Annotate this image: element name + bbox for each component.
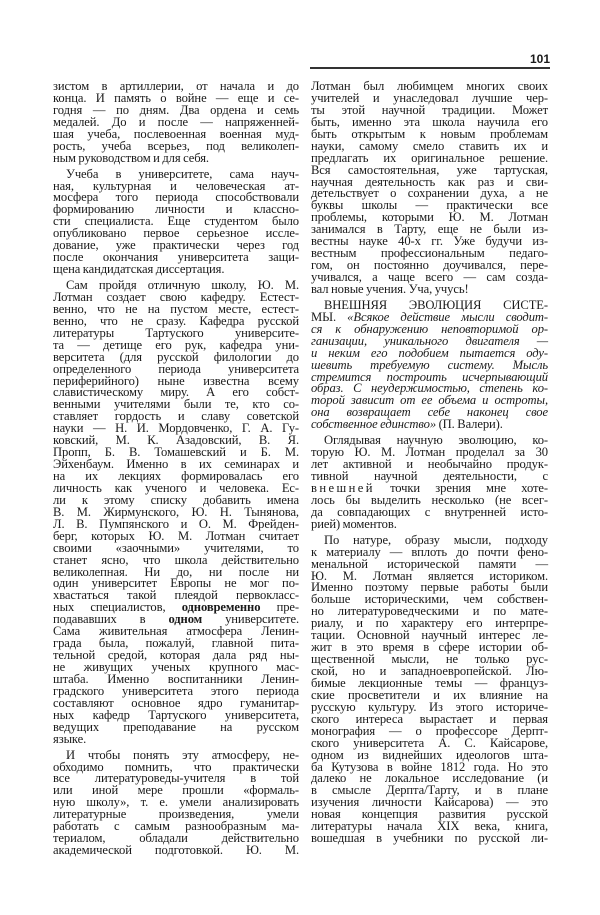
page-number: 101 — [529, 52, 550, 66]
spaced-text: внешней — [311, 480, 375, 495]
text-line: ведущих преподавание на русском — [53, 719, 299, 734]
text-line: В. М. Жирмунского, Ю. Н. Тынянова, — [53, 504, 299, 519]
text-line: личность как ученого и человека. Ес- — [53, 480, 299, 495]
text-line: вошедшая в учебники по русской ли- — [311, 831, 548, 846]
italic-text: торой зависит от ее объема и остроты, — [311, 393, 548, 408]
header-rule — [310, 67, 550, 69]
bold-text: одном — [168, 612, 203, 627]
text-line: один университет Европы не мог по- — [53, 576, 299, 591]
text-line: занимался в Тарту, еще не были из- — [311, 222, 548, 237]
text-line: учивался, а чаще всего — сам созда- — [311, 270, 548, 284]
text-line: одном из виднейших идеологов шта- — [311, 747, 548, 762]
text-line: проблемы, которыми Ю. М. Лотман — [311, 210, 548, 225]
text-line: щественной мысли, не только рус- — [311, 652, 548, 667]
text-line: ВНЕШНЯЯ ЭВОЛЮЦИЯ СИСТЕ- — [324, 297, 548, 312]
text-line: торую Ю. М. Лотман проделал за 30 — [311, 445, 548, 460]
text-line: ная, культурная и человеческая ат- — [53, 178, 299, 193]
text-line — [311, 419, 548, 431]
text-line: ную школу», т. е. умели анализировать — [53, 795, 299, 810]
text-line: Сама живительная атмосфера Ленин- — [53, 624, 299, 639]
text-line: Вся самостоятельная, уже тартуская, — [311, 162, 548, 177]
text-span: МЫ. — [311, 309, 348, 324]
italic-text: и неким его подобием пытается оду- — [311, 345, 548, 360]
text-line: ли к этому списку добавить имена — [53, 492, 299, 507]
text-line: ных кафедр Тартуского университета, — [53, 707, 299, 722]
text-line: изучения личности Кайсарова) — это — [311, 795, 548, 810]
text-line: буквы школы — практически все — [311, 198, 548, 213]
paragraph — [53, 280, 299, 746]
text-line: медалей. До и после — напряженней- — [53, 114, 299, 129]
text-line: верситета (для русской филологии до — [53, 349, 299, 364]
text-line: та — детище его рук, кафедра уни- — [53, 337, 299, 352]
italic-text: собственное единство» — [311, 417, 437, 432]
text-line: ской, но и западноевропейской. Лю- — [311, 664, 548, 678]
text-line: новая концепция развития русской — [311, 807, 548, 822]
text-line: работать с самым разнообразным ма- — [53, 819, 299, 834]
text-line: определенного периода университета — [53, 361, 299, 376]
text-line: ным руководством и для себя. — [53, 150, 209, 165]
text-line: науки — Н. И. Мордовченко, Г. А. Гу- — [53, 421, 299, 436]
text-line: вестным профессиональным педаго- — [311, 246, 548, 261]
text-line: щена кандидатская диссертация. — [53, 262, 225, 277]
italic-text: «Всякое действие мысли сводит- — [347, 309, 548, 324]
text-line: тельной средой, которая дала ряд ны- — [53, 648, 299, 663]
text-line: гом, он постоянно доучивался, пере- — [311, 258, 548, 273]
text-line: великолепная. Ни до, ни после ни — [53, 564, 299, 579]
left-column — [53, 81, 299, 861]
text-line: учителей и унаследовал лучшие чер- — [311, 90, 548, 105]
italic-text: она возвращает себе наконец свое — [311, 405, 548, 420]
text-line: вестны науке 40-х гг. Уже будучи из- — [311, 234, 548, 249]
text-line: венными учителями были те, кто со- — [53, 397, 299, 412]
text-line: после окончания университета защи- — [53, 250, 299, 265]
text-line: бимые лекционные темы — француз- — [311, 675, 548, 690]
text-line: тивной научной деятельности, с — [311, 469, 548, 483]
paragraph — [311, 532, 548, 846]
paragraph — [53, 747, 299, 858]
text-span: точки зрения мне хоте- — [374, 480, 548, 495]
text-line: составляют основное ядро гуманитар- — [53, 695, 299, 710]
text-line: формированию личности и классно- — [53, 202, 299, 217]
text-line: лет активной и необычайно продук- — [311, 457, 548, 472]
text-line: Лотман создает свою кафедру. Естест- — [53, 289, 299, 304]
text-line: зистом в артиллерии, от начала и до — [53, 79, 299, 93]
text-line: ского университета А. С. Кайсарове, — [311, 735, 548, 750]
text-line: териалом, обладали действительно — [53, 831, 299, 846]
text-line: конца. И память о войне — еще и се- — [53, 90, 299, 105]
text-line: или иной мере прошли «формаль- — [53, 783, 299, 798]
text-line: научная деятельность как раз и сви- — [311, 174, 548, 189]
text-line: лось бы выделить несколько (не всег- — [311, 492, 548, 507]
text-line: Сам пройдя отличную школу, Ю. М. — [66, 278, 299, 292]
text-line: детельствует о сохранении духа, а не — [311, 186, 548, 201]
text-line: Лотман был любимцем многих своих — [311, 79, 548, 93]
text-line: ставляет гордость и славу советской — [53, 409, 299, 424]
text-line: менальной исторической памяти — — [311, 556, 548, 571]
paragraph — [53, 166, 299, 277]
text-line: обходимо помнить, что практически — [53, 759, 299, 774]
text-line: больше историческими, чем собствен- — [311, 592, 548, 607]
text-line: шая учеба, послевоенная военная муд- — [53, 126, 299, 141]
paragraph — [53, 81, 299, 165]
text-line: периферийного) ныне известна всему — [53, 373, 299, 388]
text-line: венно, что не сразу. Кафедра русской — [53, 313, 299, 328]
text-line: языке. — [53, 731, 87, 746]
text-line: своими «заочными» учителями, то — [53, 540, 299, 555]
text-span: (П. Валери). — [436, 417, 503, 432]
text-line: Именно поэтому первые работы были — [311, 580, 548, 595]
text-line: хвастаться такой плеядой первокласс- — [53, 588, 299, 603]
text-line: опубликовано первое серьезное иссле- — [53, 226, 299, 241]
text-span: подававших в — [53, 612, 169, 627]
text-line: в смысле Дерпта/Тарту, и в плане — [311, 783, 548, 798]
text-line: славистическому миру. А его собст- — [53, 385, 299, 400]
text-line: Пропп, Б. В. Томашевский и Б. М. — [53, 445, 299, 460]
right-column — [311, 81, 548, 849]
text-line: да совпадающих с внутренней исто- — [311, 504, 548, 519]
text-line: града была, пожалуй, главной пита- — [53, 636, 299, 651]
text-line: не живущих ученых крупного мас- — [53, 660, 299, 674]
text-line: предлагать их оригинальное решение. — [311, 150, 548, 165]
text-line: мосфера того периода способствовали — [53, 190, 299, 205]
text-line: жит в это время в сфере истории об- — [311, 640, 548, 655]
text-line: дование, уже практически через год — [53, 238, 299, 253]
text-span: пре- — [260, 600, 299, 615]
italic-text: шевить требуемую систему. Мысль — [311, 357, 548, 372]
text-line: По натуре, образу мысли, подходу — [324, 532, 548, 547]
page-header — [310, 52, 550, 66]
text-line: далеко не локальное исследование (и — [311, 771, 548, 786]
text-line: академической подготовкой. Ю. М. — [53, 843, 299, 858]
text-line: литературы начала XIX века, книга, — [311, 819, 548, 834]
text-line: ты этой научной традиции. Может — [311, 102, 548, 117]
italic-text: ся к обнаружению неповторимой ор- — [311, 321, 548, 336]
text-line: все литературоведы-учителя в той — [53, 771, 299, 786]
text-line: быть открытым к новым проблемам — [311, 126, 548, 141]
text-line: вал новые учения. Уча, учусь! — [311, 281, 469, 296]
text-span: университете. — [202, 612, 299, 627]
paragraph — [311, 81, 548, 296]
text-line: ские просветители и их влияние на — [311, 687, 548, 702]
text-line: Ю. М. Лотман является историком. — [311, 568, 548, 583]
text-line: годня — по дням. Два ордена и семь — [53, 102, 299, 117]
text-line: но литературоведческими и по мате- — [311, 604, 548, 619]
text-line: венно, что не на пустом месте, естест- — [53, 301, 299, 316]
text-line: монография — о профессоре Дерпт- — [311, 723, 548, 738]
text-line: ба Кутузова в войне 1812 года. Но это — [311, 759, 548, 774]
italic-text: образ. С неудержимостью, степень ко- — [311, 381, 548, 396]
text-line: ского интереса вырастает и первая — [311, 711, 548, 726]
text-line: ковский, М. К. Азадовский, В. Я. — [53, 433, 299, 448]
text-line: русскую культуру. Из этого историче- — [311, 699, 548, 714]
text-line: градского университета этого периода — [53, 683, 299, 698]
text-line: Учеба в университете, сама науч- — [66, 166, 299, 181]
text-line: литературы Тартуского университе- — [53, 325, 299, 340]
italic-text: ганизации, уникального двигателя — — [311, 333, 548, 348]
text-line: науки, самому смело ставить их и — [311, 138, 548, 153]
text-line: сти специалиста. Еще студентом было — [53, 214, 299, 229]
bold-text: одновременно — [181, 600, 261, 615]
text-line: И чтобы понять эту атмосферу, не- — [66, 747, 299, 762]
text-line: берг, которых Ю. М. Лотман считает — [53, 528, 299, 543]
text-line: к материалу — вплоть до почти фено- — [311, 544, 548, 559]
text-line: Л. В. Пумпянского и О. М. Фрейден- — [53, 516, 299, 531]
text-line: литературные произведения, умели — [53, 807, 299, 822]
text-line: рость, учеба всерьез, под великолеп- — [53, 138, 299, 153]
text-line: Оглядывая научную эволюцию, ко- — [324, 433, 548, 448]
paragraph — [311, 435, 548, 531]
text-line: рией) моментов. — [311, 516, 397, 531]
paragraph — [311, 297, 548, 432]
text-span: ных специалистов, — [53, 600, 182, 615]
text-line: станет ясно, что школа действительно — [53, 552, 299, 567]
italic-text: стремится построить исчерпывающий — [311, 369, 548, 384]
text-line: риалу, и по характеру его интерпре- — [311, 616, 548, 631]
text-line: тации. Основной научный интерес ле- — [311, 628, 548, 643]
text-line: штаба. Именно воспитанники Ленин- — [53, 671, 299, 686]
text-line: на их лекциях формировалась его — [53, 469, 299, 483]
text-line: быть, именно эта школа научила его — [311, 114, 548, 129]
text-line: Эйхенбаум. Именно в их семинарах и — [53, 457, 299, 472]
